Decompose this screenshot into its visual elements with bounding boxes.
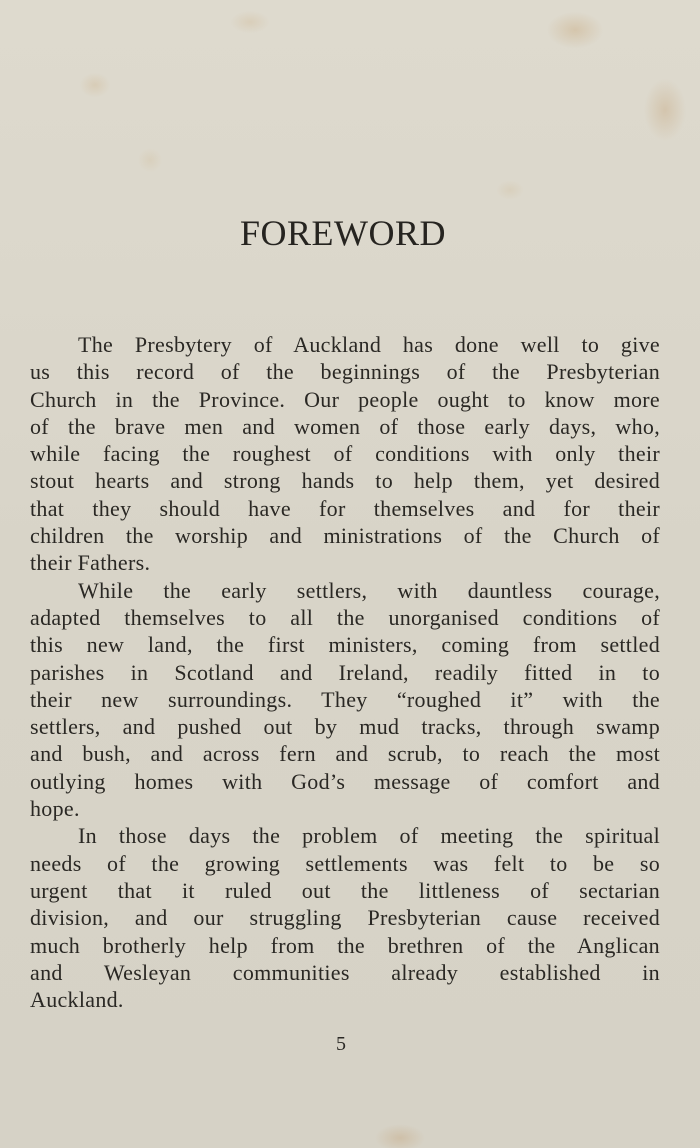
text-line: stout hearts and strong hands to help them, yet desired <box>30 468 660 494</box>
text-line: their new surroundings. They “roughed it” with the <box>30 686 660 712</box>
paragraph <box>30 331 660 577</box>
text-line: needs of the growing settlements was felt to be so <box>30 850 660 876</box>
page-title: FOREWORD <box>239 213 446 253</box>
text-line: much brotherly help from the brethren of the Anglican <box>30 932 660 958</box>
text-line: urgent that it ruled out the littleness of sectarian <box>30 877 660 903</box>
text-line: settlers, and pushed out by mud tracks, through swamp <box>30 714 660 740</box>
text-line: that they should have for themselves and for their <box>30 495 660 521</box>
text-line: hope. <box>30 796 80 822</box>
text-line: The Presbytery of Auckland has done well to give <box>78 332 660 357</box>
text-line: their Fathers. <box>30 550 151 576</box>
text-line: While the early settlers, with dauntless courage, <box>78 577 660 603</box>
text-line: us this record of the beginnings of the Presbyterian <box>30 359 660 385</box>
text-line: division, and our struggling Presbyterian cause received <box>30 905 660 931</box>
page-number: 5 <box>336 1033 346 1055</box>
text-line: Auckland. <box>30 987 124 1013</box>
text-line: adapted themselves to all the unorganised conditions of <box>30 604 660 630</box>
text-line: parishes in Scotland and Ireland, readily fitted in to <box>30 659 660 685</box>
text-line: children the worship and ministrations of the Church of <box>30 523 660 549</box>
paragraph <box>30 822 660 1013</box>
text-line: In those days the problem of meeting the spiritual <box>78 823 660 849</box>
paragraph <box>30 577 660 823</box>
text-line: of the brave men and women of those early days, who, <box>30 413 660 439</box>
text-line: and Wesleyan communities already established in <box>30 959 660 985</box>
text-line: outlying homes with God’s message of comfort and <box>30 768 660 794</box>
text-line: this new land, the first ministers, coming from settled <box>30 632 660 658</box>
text-line: and bush, and across fern and scrub, to reach the most <box>30 741 660 767</box>
text-line: while facing the roughest of conditions with only their <box>30 441 660 467</box>
foreword-body <box>30 331 660 1013</box>
text-line: Church in the Province. Our people ought to know more <box>30 386 660 412</box>
